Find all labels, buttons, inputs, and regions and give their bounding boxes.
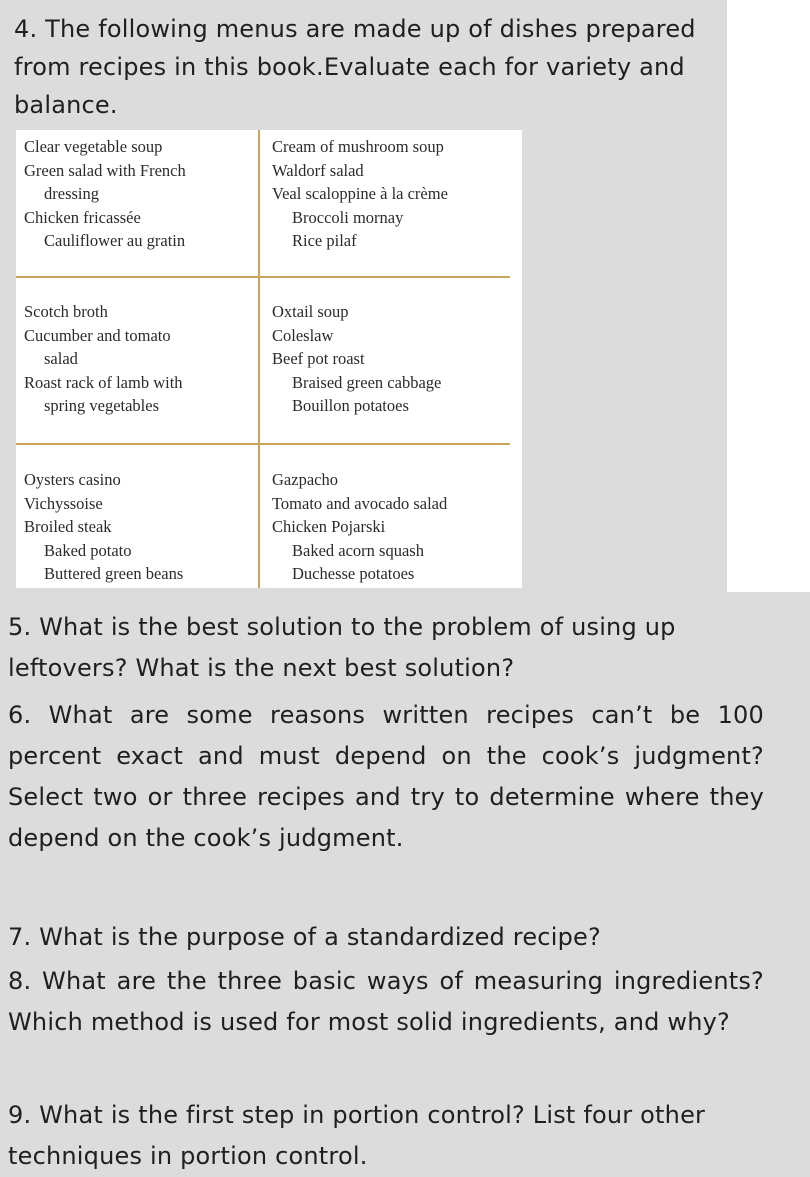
menu-item: Cream of mushroom soup: [272, 137, 444, 156]
menu-item: Gazpacho: [272, 470, 338, 489]
question-7: 7. What is the purpose of a standardized recipe?: [8, 923, 601, 951]
menu-5: [24, 468, 260, 586]
menu-item: Beef pot roast: [272, 349, 365, 368]
menu-item: Broiled steak: [24, 517, 112, 536]
menu-item: Chicken fricassée: [24, 207, 141, 227]
menu-item: Baked potato: [44, 540, 132, 560]
menu-item: salad: [44, 349, 78, 368]
menu-item: Broccoli mornay: [292, 207, 404, 227]
menu-item: spring vegetables: [44, 396, 160, 415]
menu-item: Buttered green beans: [44, 564, 184, 583]
menu-item: Bouillon potatoes: [292, 396, 409, 415]
menu-item: Roast rack of lamb with: [24, 372, 183, 392]
menu-item: Rice pilaf: [292, 231, 357, 250]
question-4: 4. The following menus are made up of dishes prepared from recipes in this book.Evaluate each for variety and balance.: [14, 15, 696, 119]
menu-item: Scotch broth: [24, 302, 108, 321]
menu-item: Clear vegetable soup: [24, 137, 163, 156]
menu-table: [16, 130, 522, 588]
menu-row-divider-1: [16, 276, 510, 278]
menu-1: [24, 135, 260, 253]
question-5: 5. What is the best solution to the problem of using up leftovers? What is the next best solution?: [8, 613, 676, 682]
menu-row-divider-2: [16, 443, 510, 445]
menu-item: Tomato and avocado salad: [272, 493, 448, 513]
menu-item: Cucumber and tomato: [24, 325, 171, 345]
menu-item: Oysters casino: [24, 470, 121, 489]
menu-4: [272, 300, 508, 418]
menu-item: Oxtail soup: [272, 302, 349, 321]
menu-6: [272, 468, 508, 586]
question-6: 6. What are some reasons written recipes can’t be 100 percent exact and must depend on the cook’s judgment? Select two or three recipes and try to determine where they depend on the cook’s judgment.: [8, 701, 764, 852]
menu-2: [272, 135, 508, 253]
menu-item: Baked acorn squash: [292, 540, 424, 560]
question-8: 8. What are the three basic ways of measuring ingredients? Which method is used for most solid ingredients, and why?: [8, 967, 764, 1036]
menu-item: Coleslaw: [272, 325, 334, 345]
question-9: 9. What is the first step in portion control? List four other techniques in portion control.: [8, 1101, 706, 1170]
menu-item: Braised green cabbage: [292, 372, 442, 392]
menu-item: Veal scaloppine à la crème: [272, 184, 448, 203]
menu-item: Green salad with French: [24, 160, 186, 180]
menu-item: Duchesse potatoes: [292, 564, 415, 583]
menu-item: Waldorf salad: [272, 160, 364, 180]
menu-item: Chicken Pojarski: [272, 517, 386, 536]
menu-item: dressing: [44, 184, 99, 203]
menu-item: Cauliflower au gratin: [44, 231, 186, 250]
menu-item: Vichyssoise: [24, 493, 103, 513]
menu-3: [24, 300, 260, 418]
